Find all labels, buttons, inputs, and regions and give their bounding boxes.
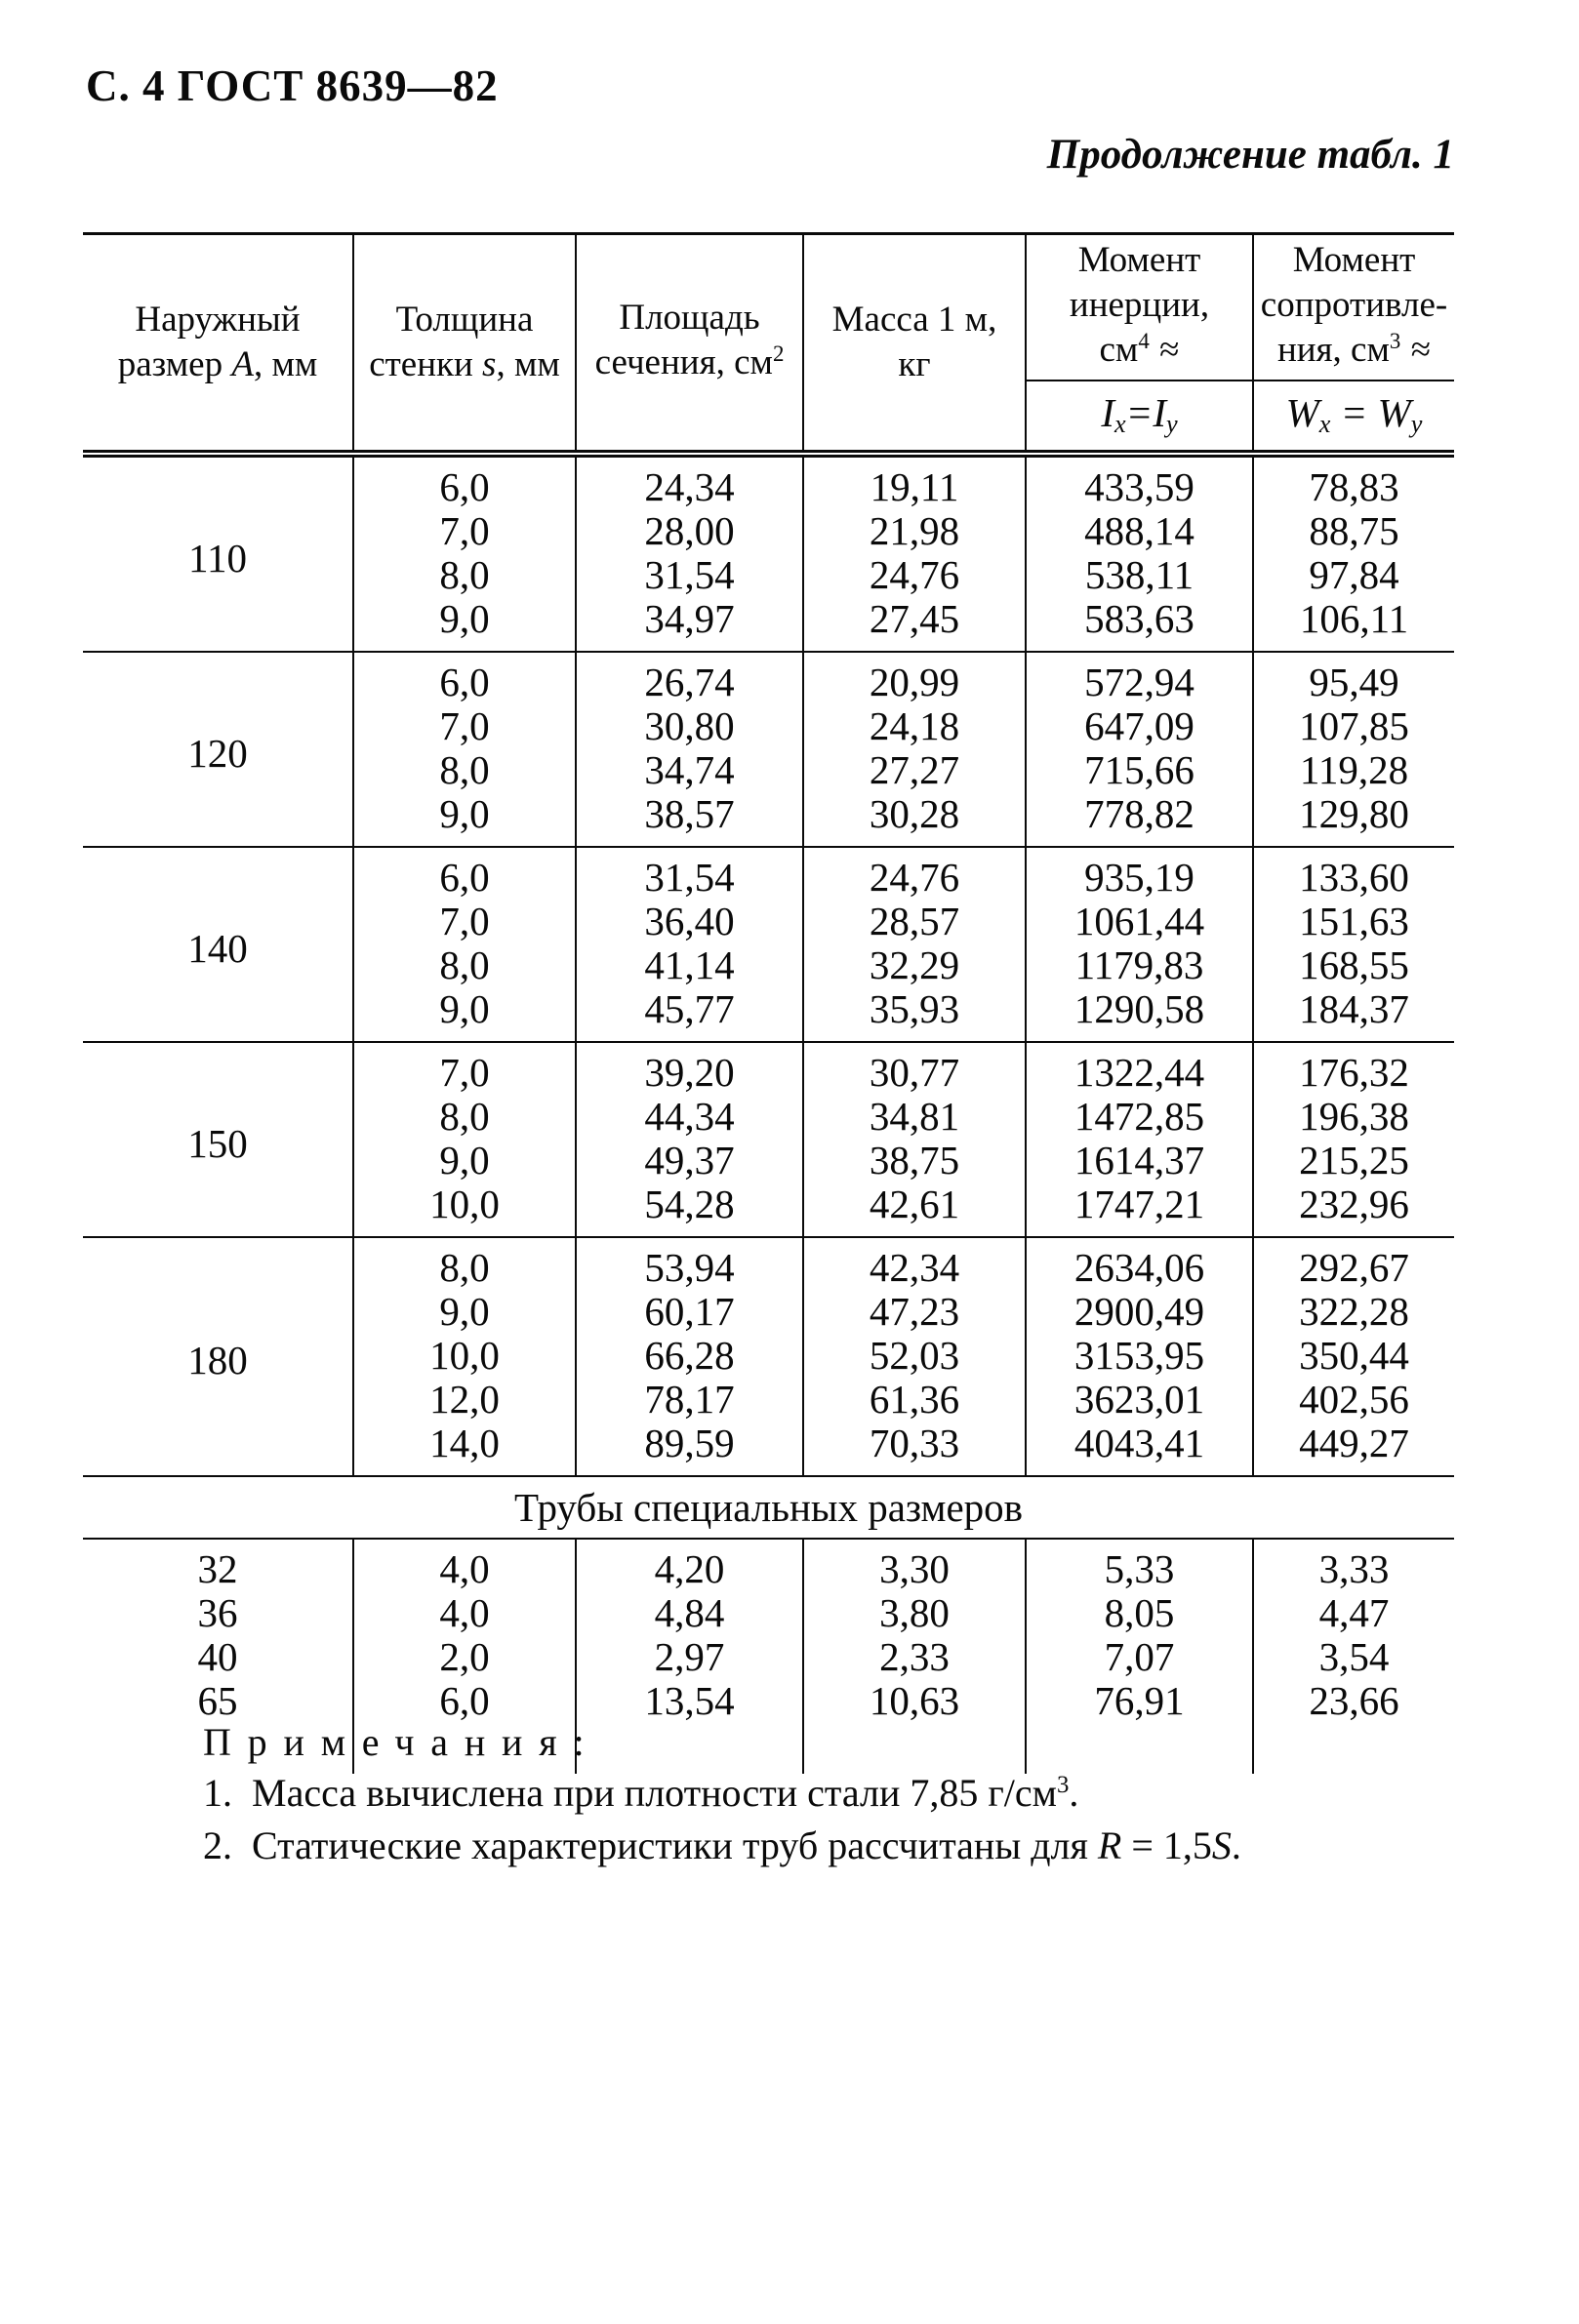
value-cell: 19,11 — [803, 454, 1026, 509]
value-cell: 133,60 — [1253, 847, 1454, 900]
value-cell: 3,54 — [1253, 1635, 1454, 1679]
value-cell: 8,0 — [353, 943, 576, 987]
value-cell: 39,20 — [576, 1042, 803, 1095]
note-item-1 — [203, 1770, 1241, 1823]
size-cell: 36 — [197, 1590, 238, 1635]
value-cell: 7,07 — [1026, 1635, 1253, 1679]
note-number: 1. — [203, 1771, 232, 1815]
value-cell: 27,27 — [803, 748, 1026, 792]
header-line: сечения, $см^2$ — [594, 341, 785, 382]
value-cell: 176,32 — [1253, 1042, 1454, 1095]
note-text: Статические характеристики труб рассчитаны для R = 1,5S. — [252, 1823, 1241, 1867]
value-cell: 1290,58 — [1026, 987, 1253, 1042]
col-header-moment-inertia — [1026, 234, 1253, 381]
header-line: ния, $см^3$ ≈ — [1276, 329, 1432, 370]
value-cell: 4,0 — [353, 1591, 576, 1635]
table-row — [83, 1042, 1454, 1095]
value-cell: 2900,49 — [1026, 1290, 1253, 1334]
value-cell: 9,0 — [353, 597, 576, 652]
value-cell: 151,63 — [1253, 900, 1454, 943]
value-cell: 4,47 — [1253, 1591, 1454, 1635]
value-cell: 2,33 — [803, 1635, 1026, 1679]
value-cell: 30,28 — [803, 792, 1026, 847]
value-cell: 10,63 — [803, 1679, 1026, 1774]
value-cell: 3,80 — [803, 1591, 1026, 1635]
value-cell: 1322,44 — [1026, 1042, 1253, 1095]
value-cell: 2,0 — [353, 1635, 576, 1679]
header-line: Наружный — [135, 300, 301, 340]
value-cell: 7,0 — [353, 1042, 576, 1095]
header-line: Толщина — [395, 300, 534, 340]
table-row — [83, 652, 1454, 704]
value-cell: 31,54 — [576, 553, 803, 597]
value-cell: 292,67 — [1253, 1237, 1454, 1290]
value-cell: 28,00 — [576, 509, 803, 553]
value-cell: 1614,37 — [1026, 1139, 1253, 1182]
value-cell: 34,97 — [576, 597, 803, 652]
table-row — [83, 1539, 1454, 1591]
value-cell: 14,0 — [353, 1422, 576, 1476]
note-text: Масса вычислена при плотности стали 7,85 $г/см^3$. — [252, 1771, 1079, 1815]
value-cell: 1747,21 — [1026, 1182, 1253, 1237]
value-cell: 24,18 — [803, 704, 1026, 748]
value-cell: 78,17 — [576, 1378, 803, 1422]
value-cell: 3,30 — [803, 1539, 1026, 1591]
value-cell: 49,37 — [576, 1139, 803, 1182]
value-cell: 10,0 — [353, 1182, 576, 1237]
value-cell: 26,74 — [576, 652, 803, 704]
value-cell: 4,0 — [353, 1539, 576, 1591]
value-cell: 1061,44 — [1026, 900, 1253, 943]
value-cell: 215,25 — [1253, 1139, 1454, 1182]
value-cell: 21,98 — [803, 509, 1026, 553]
value-cell: 2634,06 — [1026, 1237, 1253, 1290]
value-cell: 1472,85 — [1026, 1095, 1253, 1139]
value-cell: 27,45 — [803, 597, 1026, 652]
value-cell: 70,33 — [803, 1422, 1026, 1476]
value-cell: 232,96 — [1253, 1182, 1454, 1237]
value-cell: 7,0 — [353, 509, 576, 553]
value-cell: 196,38 — [1253, 1095, 1454, 1139]
header-line: сопротивле- — [1260, 285, 1448, 325]
value-cell: 6,0 — [353, 847, 576, 900]
value-cell: 34,81 — [803, 1095, 1026, 1139]
value-cell: 8,0 — [353, 748, 576, 792]
col-header-section-area — [576, 234, 803, 455]
value-cell: 1179,83 — [1026, 943, 1253, 987]
value-cell: 647,09 — [1026, 704, 1253, 748]
value-cell: 119,28 — [1253, 748, 1454, 792]
value-cell: 34,74 — [576, 748, 803, 792]
value-cell: 778,82 — [1026, 792, 1253, 847]
value-cell: 53,94 — [576, 1237, 803, 1290]
value-cell: 30,77 — [803, 1042, 1026, 1095]
size-cell: 40 — [197, 1634, 238, 1679]
value-cell: 9,0 — [353, 1139, 576, 1182]
value-cell: 449,27 — [1253, 1422, 1454, 1476]
size-cell: 140 — [83, 847, 353, 1042]
size-cell: 120 — [83, 652, 353, 847]
table-row — [83, 1635, 1454, 1679]
value-cell: 433,59 — [1026, 454, 1253, 509]
header-line: инерции, — [1069, 285, 1210, 325]
value-cell: 66,28 — [576, 1334, 803, 1378]
value-cell: 9,0 — [353, 987, 576, 1042]
value-cell: 129,80 — [1253, 792, 1454, 847]
value-cell: 47,23 — [803, 1290, 1026, 1334]
value-cell: 89,59 — [576, 1422, 803, 1476]
header-line: Момент — [1077, 240, 1201, 280]
value-cell: 24,34 — [576, 454, 803, 509]
value-cell: 31,54 — [576, 847, 803, 900]
value-cell: 10,0 — [353, 1334, 576, 1378]
standard-sizes-body — [83, 454, 1454, 1476]
page-header: С. 4 ГОСТ 8639—82 — [86, 61, 499, 110]
header-line: кг — [898, 344, 931, 384]
value-cell: 13,54 — [576, 1679, 803, 1774]
value-cell: 583,63 — [1026, 597, 1253, 652]
size-cell: 180 — [83, 1237, 353, 1476]
value-cell: 107,85 — [1253, 704, 1454, 748]
value-cell: 538,11 — [1026, 553, 1253, 597]
table-head — [83, 234, 1454, 455]
value-cell: 488,14 — [1026, 509, 1253, 553]
value-cell: 9,0 — [353, 1290, 576, 1334]
value-cell: 78,83 — [1253, 454, 1454, 509]
value-cell: 8,05 — [1026, 1591, 1253, 1635]
formula-ix-iy: $I_x=I_y$ — [1026, 381, 1253, 454]
value-cell: 184,37 — [1253, 987, 1454, 1042]
value-cell: 95,49 — [1253, 652, 1454, 704]
special-section — [83, 1476, 1454, 1539]
size-cell: 32 — [197, 1546, 238, 1591]
value-cell: 350,44 — [1253, 1334, 1454, 1378]
table-row — [83, 454, 1454, 509]
value-cell: 8,0 — [353, 1095, 576, 1139]
value-cell: 106,11 — [1253, 597, 1454, 652]
value-cell: 6,0 — [353, 652, 576, 704]
notes-title: Примечания: — [203, 1720, 601, 1764]
value-cell: 54,28 — [576, 1182, 803, 1237]
value-cell: 52,03 — [803, 1334, 1026, 1378]
pipe-dimensions-table — [83, 232, 1454, 1774]
header-line: Масса 1 м, — [831, 300, 997, 340]
value-cell: 402,56 — [1253, 1378, 1454, 1422]
formula-wx-wy: $W_x = W_y$ — [1253, 381, 1454, 454]
value-cell: 88,75 — [1253, 509, 1454, 553]
value-cell: 935,19 — [1026, 847, 1253, 900]
header-row-main — [83, 234, 1454, 381]
value-cell: 76,91 — [1026, 1679, 1253, 1774]
value-cell: 41,14 — [576, 943, 803, 987]
value-cell: 4,20 — [576, 1539, 803, 1591]
special-sizes-heading-row — [83, 1476, 1454, 1539]
value-cell: 12,0 — [353, 1378, 576, 1422]
header-line: размер A, мм — [117, 344, 318, 384]
value-cell: 7,0 — [353, 900, 576, 943]
value-cell: 4043,41 — [1026, 1422, 1253, 1476]
value-cell: 28,57 — [803, 900, 1026, 943]
header-line: Площадь — [619, 298, 760, 338]
header-line: стенки s, мм — [369, 344, 560, 384]
value-cell: 35,93 — [803, 987, 1026, 1042]
value-cell: 715,66 — [1026, 748, 1253, 792]
value-cell: 2,97 — [576, 1635, 803, 1679]
note-number: 2. — [203, 1823, 232, 1867]
value-cell: 4,84 — [576, 1591, 803, 1635]
table-row — [83, 1591, 1454, 1635]
value-cell: 38,57 — [576, 792, 803, 847]
value-cell: 24,76 — [803, 553, 1026, 597]
value-cell: 3623,01 — [1026, 1378, 1253, 1422]
value-cell: 5,33 — [1026, 1539, 1253, 1591]
value-cell: 36,40 — [576, 900, 803, 943]
value-cell: 6,0 — [353, 454, 576, 509]
value-cell: 572,94 — [1026, 652, 1253, 704]
size-cell: 110 — [83, 454, 353, 652]
value-cell: 6,0 — [353, 1679, 576, 1774]
notes — [203, 1719, 1241, 1869]
col-header-outer-size — [83, 234, 353, 455]
note-item-2 — [203, 1823, 1241, 1869]
value-cell: 9,0 — [353, 792, 576, 847]
col-header-mass — [803, 234, 1026, 455]
value-cell: 3153,95 — [1026, 1334, 1253, 1378]
value-cell: 32,29 — [803, 943, 1026, 987]
value-cell: 42,61 — [803, 1182, 1026, 1237]
col-header-section-modulus — [1253, 234, 1454, 381]
value-cell: 322,28 — [1253, 1290, 1454, 1334]
value-cell: 97,84 — [1253, 553, 1454, 597]
header-line: Момент — [1292, 240, 1416, 280]
value-cell: 8,0 — [353, 553, 576, 597]
value-cell: 24,76 — [803, 847, 1026, 900]
value-cell: 45,77 — [576, 987, 803, 1042]
table-caption: Продолжение табл. 1 — [1046, 132, 1454, 178]
value-cell: 7,0 — [353, 704, 576, 748]
value-cell: 60,17 — [576, 1290, 803, 1334]
size-cell: 150 — [83, 1042, 353, 1237]
header-line: $см^4$ ≈ — [1099, 329, 1180, 370]
value-cell: 61,36 — [803, 1378, 1026, 1422]
size-cell: 65 — [197, 1678, 238, 1723]
value-cell: 44,34 — [576, 1095, 803, 1139]
value-cell: 42,34 — [803, 1237, 1026, 1290]
value-cell: 23,66 — [1253, 1679, 1454, 1774]
value-cell: 20,99 — [803, 652, 1026, 704]
value-cell: 8,0 — [353, 1237, 576, 1290]
col-header-wall-thickness — [353, 234, 576, 455]
value-cell: 38,75 — [803, 1139, 1026, 1182]
table-row — [83, 847, 1454, 900]
value-cell: 168,55 — [1253, 943, 1454, 987]
special-sizes-heading: Трубы специальных размеров — [83, 1476, 1454, 1539]
table-row — [83, 1237, 1454, 1290]
value-cell: 3,33 — [1253, 1539, 1454, 1591]
value-cell: 30,80 — [576, 704, 803, 748]
